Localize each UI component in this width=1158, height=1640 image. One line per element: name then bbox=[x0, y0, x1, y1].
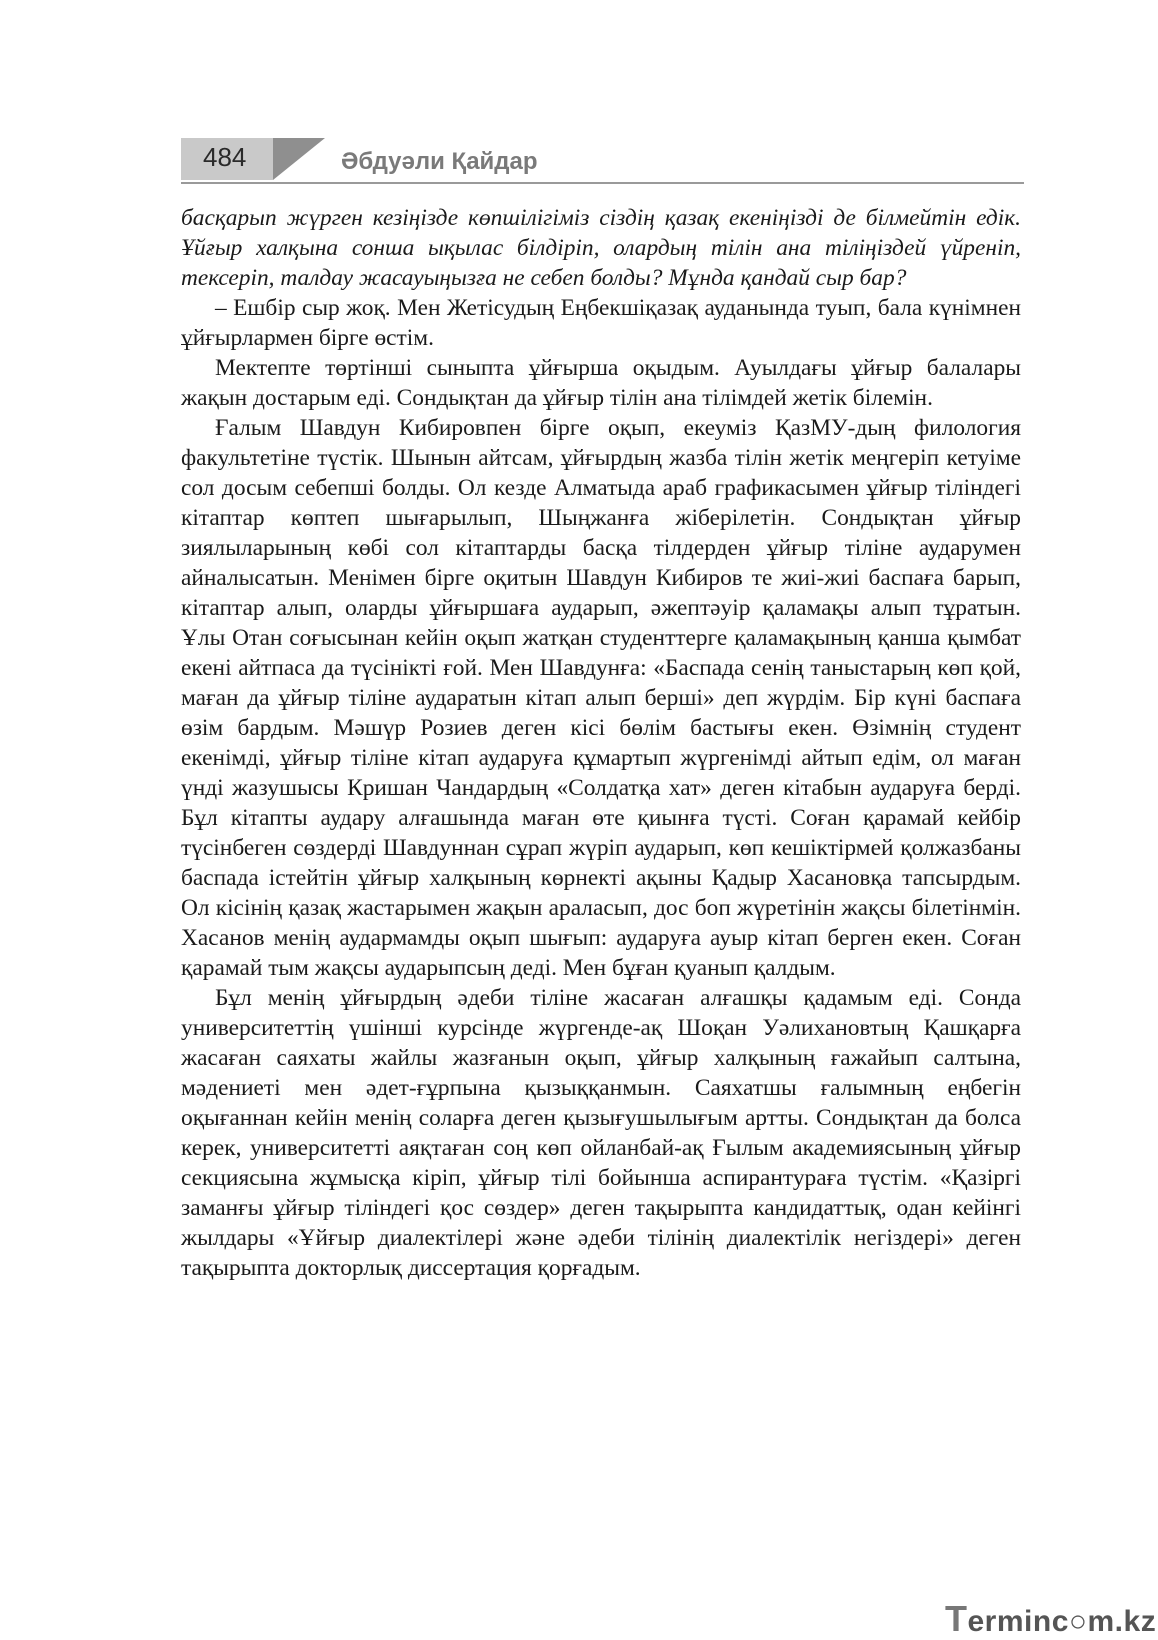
watermark-text: erminc○m.kz bbox=[967, 1605, 1157, 1638]
site-watermark bbox=[945, 1598, 1156, 1640]
page-header bbox=[181, 138, 1024, 186]
running-title: Әбдуәли Қайдар bbox=[341, 148, 538, 175]
header-rule bbox=[181, 182, 1024, 184]
watermark-initial: T bbox=[945, 1598, 968, 1639]
page-number: 484 bbox=[203, 142, 247, 172]
text-body bbox=[181, 203, 1021, 1283]
body-paragraph: Мектепте төртінші сыныпта ұйғырша оқыдым. Ауылдағы ұйғыр балалары жақын достарым еді. Сондықтан да ұйғыр тілін ана тілімдей жетік білемін. bbox=[181, 355, 1021, 411]
page-number-tab bbox=[181, 138, 273, 180]
header-wedge-decoration bbox=[273, 138, 325, 180]
body-paragraph: Бұл менің ұйғырдың әдеби тіліне жасаған алғашқы қадамым еді. Сонда университеттің үшінші курсінде жүргенде-ақ Шоқан Уәлихановтың Қашқарға жасаған саяхаты жайлы жазғанын оқып, ұйғыр халқының ғажайып салтына, мәдениеті мен әдет-ғұрпына қызыққанмын. Саяхатшы ғалымның еңбегін оқығаннан кейін менің соларға деген қызығушылығым артты. Сондықтан да болса керек, университетті аяқтаған соң көп ойланбай-ақ Ғылым академиясының ұйғыр секциясына жұмысқа кіріп, ұйғыр тілі бойынша аспирантураға түстім. «Қазіргі заманғы ұйғыр тіліндегі қос сөздер» деген тақырыпта кандидаттық, одан кейінгі жылдары «Ұйғыр диалектілері және әдеби тілінің диалектілік негіздері» деген тақырыпта докторлық диссертация қорғадым. bbox=[181, 985, 1021, 1281]
body-paragraph: – Ешбір сыр жоқ. Мен Жетісудың Еңбекшіқазақ ауданында туып, бала күнімнен ұйғырлармен бірге өстім. bbox=[181, 295, 1021, 351]
body-paragraph: Ғалым Шавдун Кибировпен бірге оқып, екеуміз ҚазМУ-дың филология факультетіне түстік. Шынын айтсам, ұйғырдың жазба тілін жетік меңгеріп кетуіме сол досым себепші болды. Ол кезде Алматыда араб графикасымен ұйғыр тіліндегі кітаптар көптеп шығарылып, Шыңжанға жіберілетін. Сондықтан ұйғыр зиялыларының көбі сол кітаптарды басқа тілдерден ұйғыр тіліне аударумен айналысатын. Менімен бірге оқитын Шавдун Кибиров те жиі-жиі баспаға барып, кітаптар алып, оларды ұйғыршаға аударып, әжептәуір қаламақы алып тұратын. Ұлы Отан соғысынан кейін оқып жатқан студенттерге қаламақының қанша қымбат екені айтпаса да түсінікті ғой. Мен Шавдунға: «Баспада сенің таныстарың көп қой, маған да ұйғыр тіліне аударатын кітап алып берші» деп жүрдім. Бір күні баспаға өзім бардым. Мәшүр Розиев деген кісі бөлім бастығы екен. Өзімнің студент екенімді, ұйғыр тіліне кітап аударуға құмартып жүргенімді айтып едім, ол маған үнді жазушысы Кришан Чандардың «Солдатқа хат» деген кітабын аударуға берді. Бұл кітапты аудару алғашында маған өте қиынға түсті. Соған қарамай кейбір түсінбеген сөздерді Шавдуннан сұрап жүріп аударып, көп кешіктірмей қолжазбаны баспада істейтін ұйғыр халқының көрнекті ақыны Қадыр Хасановқа тапсырдым. Ол кісінің қазақ жастарымен жақын араласып, дос боп жүретінін жақсы білетінмін. Хасанов менің аудармамды оқып шығып: аударуға ауыр кітап берген екен. Соған қарамай тым жақсы аударыпсың деді. Мен бұған қуанып қалдым. bbox=[181, 415, 1021, 981]
interview-question: басқарып жүрген кезіңізде көпшілігіміз сіздің қазақ екеніңізді де білмейтін едік. Ұйғыр халқына сонша ықылас білдіріп, олардың тілін ана тіліңіздей үйреніп, тексеріп, талдау жасауыңызға не себеп болды? Мұнда қандай сыр бар? bbox=[181, 205, 1021, 291]
